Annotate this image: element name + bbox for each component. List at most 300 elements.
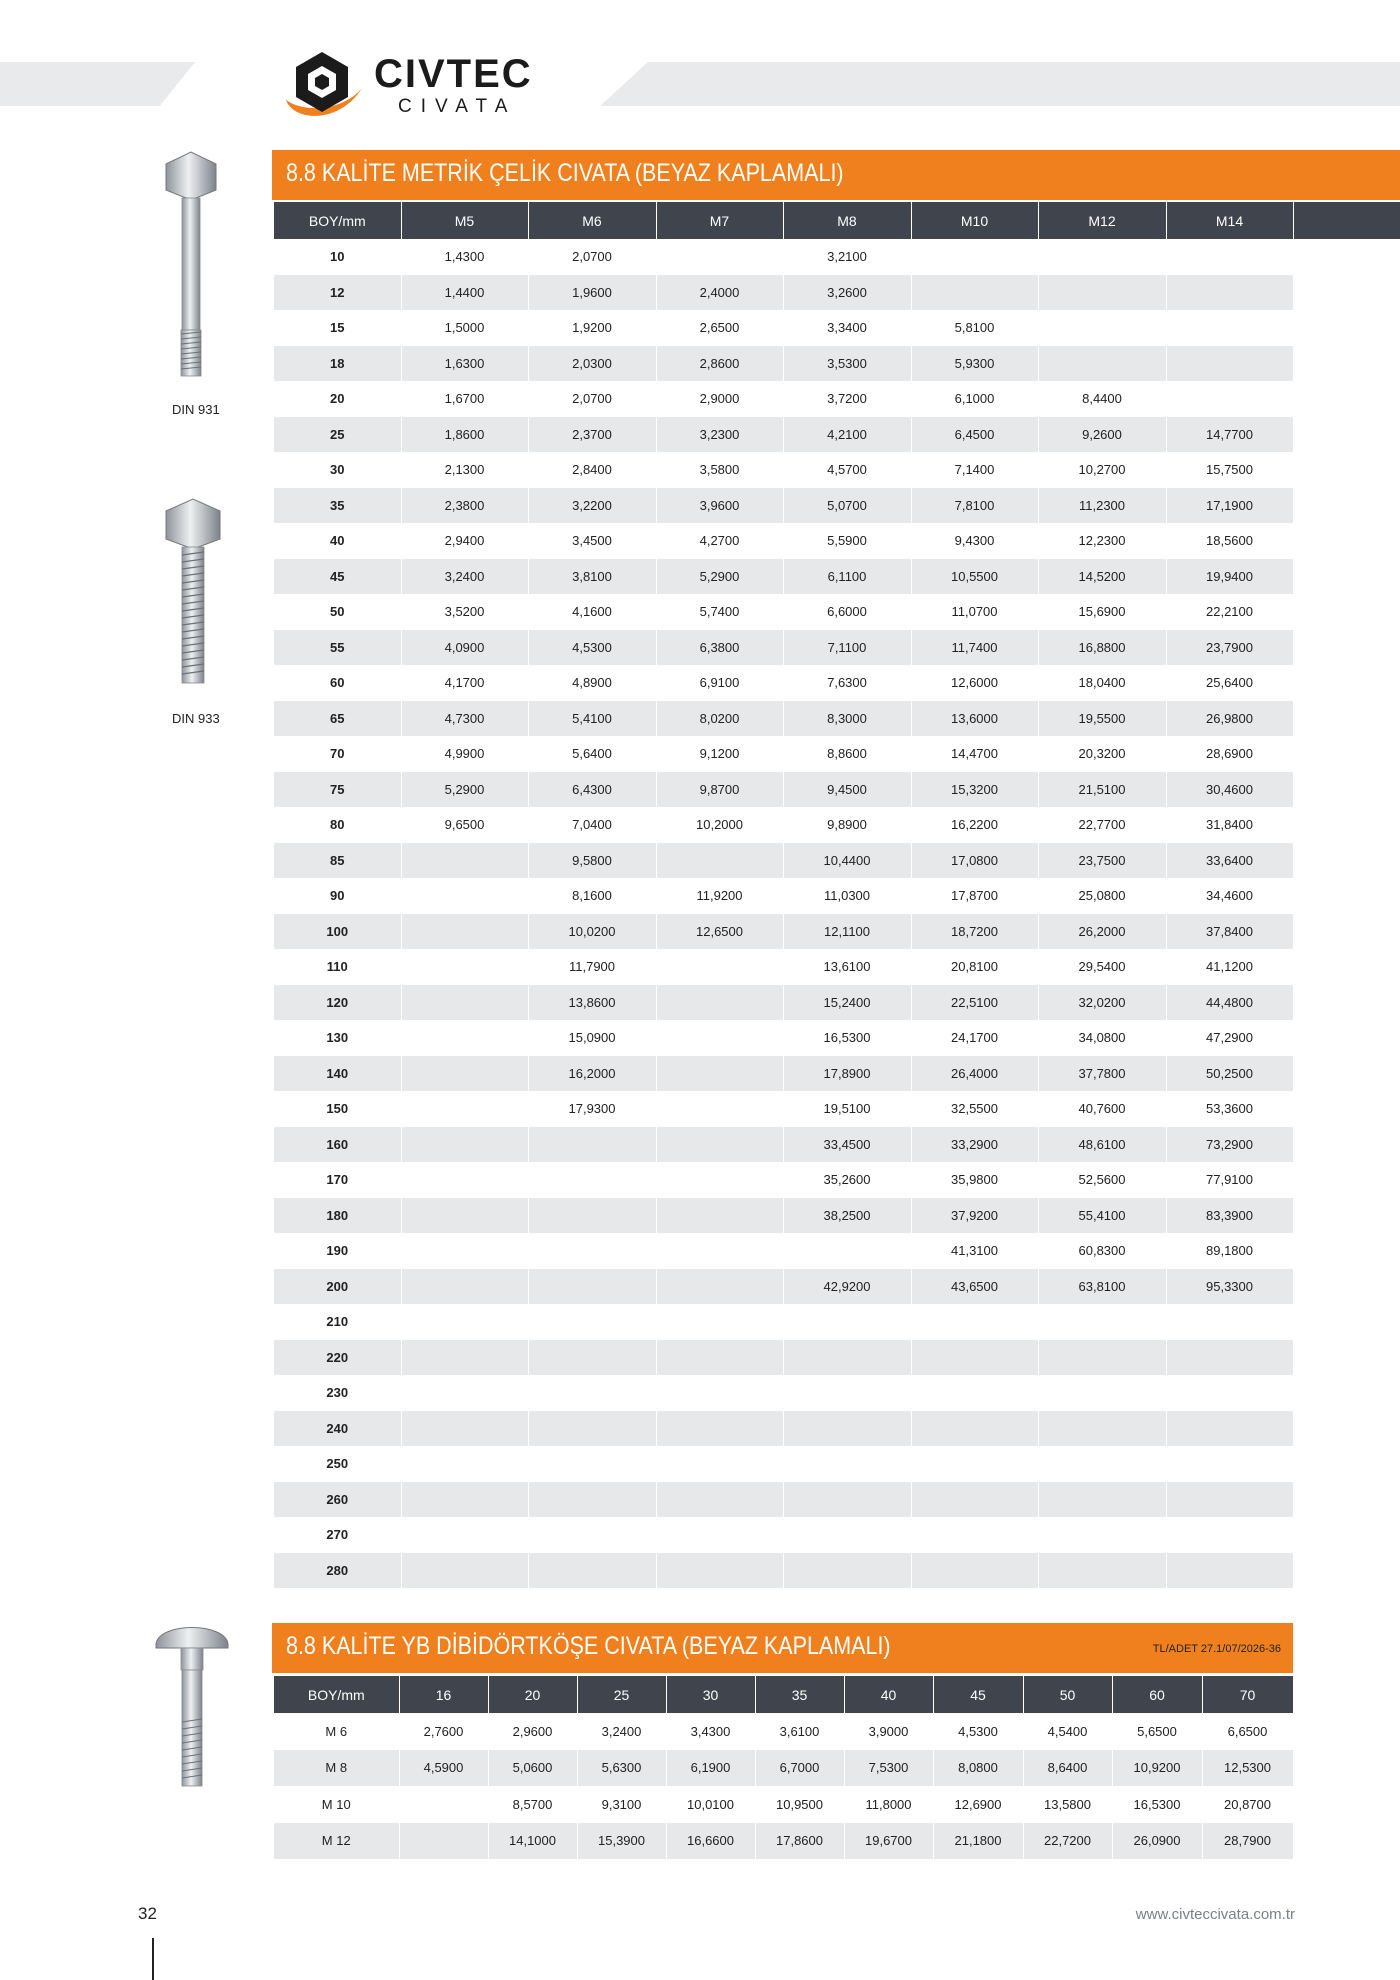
row-label-cell: 100 [274,914,401,950]
price-cell [1038,1304,1166,1340]
row-label-cell: 25 [274,417,401,453]
price-cell: 34,0800 [1038,1020,1166,1056]
price-cell: 22,7200 [1023,1823,1112,1860]
price-cell: 48,6100 [1038,1127,1166,1163]
price-cell: 2,4000 [656,275,783,311]
price-cell: 20,8700 [1202,1786,1293,1823]
price-cell: 3,2200 [528,488,656,524]
column-header: M5 [401,202,528,239]
row-label-cell: 35 [274,488,401,524]
blank-cell [1293,488,1400,524]
price-cell [656,239,783,275]
row-label-cell: 80 [274,807,401,843]
price-cell [528,1375,656,1411]
price-cell [656,1020,783,1056]
price-cell [1166,346,1293,382]
blank-cell [1293,736,1400,772]
column-header: 35 [755,1676,844,1713]
price-cell [528,1269,656,1305]
price-cell: 52,5600 [1038,1162,1166,1198]
price-cell: 3,5200 [401,594,528,630]
price-cell: 15,2400 [783,985,911,1021]
row-label-cell: 180 [274,1198,401,1234]
table1-title: 8.8 KALİTE METRİK ÇELİK CIVATA (BEYAZ KAPLAMALI) [286,159,844,187]
price-cell: 6,1100 [783,559,911,595]
price-cell [1166,381,1293,417]
table1-header-row [274,202,1400,239]
price-cell: 14,5200 [1038,559,1166,595]
table2 [274,1676,1294,1859]
price-cell: 7,1100 [783,630,911,666]
price-cell: 15,7500 [1166,452,1293,488]
price-cell [783,1553,911,1589]
price-cell: 18,0400 [1038,665,1166,701]
price-cell: 25,0800 [1038,878,1166,914]
price-cell: 1,4400 [401,275,528,311]
price-cell [911,1340,1038,1376]
blank-cell [1293,1553,1400,1589]
table-row [274,807,1400,843]
price-cell: 4,5300 [528,630,656,666]
row-label-cell: 110 [274,949,401,985]
price-cell: 16,8800 [1038,630,1166,666]
price-cell: 24,1700 [911,1020,1038,1056]
table-row [274,1823,1293,1860]
price-cell: 11,0300 [783,878,911,914]
table-row [274,1162,1400,1198]
price-cell [528,1517,656,1553]
price-cell: 9,4500 [783,772,911,808]
price-cell: 6,3800 [656,630,783,666]
price-cell: 12,1100 [783,914,911,950]
row-label-cell: 220 [274,1340,401,1376]
blank-cell [1293,417,1400,453]
price-cell: 2,3700 [528,417,656,453]
blank-cell [1293,1091,1400,1127]
price-cell: 7,5300 [844,1750,933,1787]
price-cell [401,985,528,1021]
price-cell: 10,4400 [783,843,911,879]
price-cell [656,843,783,879]
row-label-cell: M 8 [274,1750,399,1787]
table-row [274,1786,1293,1823]
price-cell: 9,2600 [1038,417,1166,453]
price-cell [911,1517,1038,1553]
price-cell: 16,5300 [1112,1786,1202,1823]
price-cell: 8,4400 [1038,381,1166,417]
column-header: M10 [911,202,1038,239]
price-cell: 13,5800 [1023,1786,1112,1823]
blank-cell [1293,1411,1400,1447]
price-cell [656,1411,783,1447]
row-label-cell: 85 [274,843,401,879]
price-cell: 9,4300 [911,523,1038,559]
carriage-bolt-image [153,1618,231,1790]
price-cell: 13,8600 [528,985,656,1021]
price-cell [528,1162,656,1198]
price-cell: 10,0100 [666,1786,755,1823]
price-cell: 2,1300 [401,452,528,488]
blank-cell [1293,1340,1400,1376]
price-cell: 15,3900 [577,1823,666,1860]
price-cell [1166,1446,1293,1482]
price-cell: 6,9100 [656,665,783,701]
table-row [274,949,1400,985]
price-cell [783,1304,911,1340]
table1-banner [272,150,1400,200]
table-row [274,736,1400,772]
brand-sub: CIVATA [398,96,517,117]
column-header: BOY/mm [274,202,401,239]
price-cell [1166,1517,1293,1553]
price-cell: 2,3800 [401,488,528,524]
blank-cell [1293,985,1400,1021]
price-cell: 25,6400 [1166,665,1293,701]
price-cell [528,1340,656,1376]
price-cell: 1,5000 [401,310,528,346]
table-row [274,1304,1400,1340]
price-cell: 6,7000 [755,1750,844,1787]
price-cell: 4,1700 [401,665,528,701]
price-cell: 28,7900 [1202,1823,1293,1860]
price-cell [401,1020,528,1056]
price-cell [528,1198,656,1234]
column-header: 45 [933,1676,1023,1713]
price-cell: 8,0200 [656,701,783,737]
row-label-cell: 260 [274,1482,401,1518]
row-label-cell: 280 [274,1553,401,1589]
price-cell: 11,7400 [911,630,1038,666]
price-cell [656,1162,783,1198]
price-cell [401,1482,528,1518]
price-cell: 19,5100 [783,1091,911,1127]
price-cell [656,1198,783,1234]
price-cell: 4,5900 [399,1750,488,1787]
price-cell: 5,0700 [783,488,911,524]
page-number: 32 [138,1904,157,1923]
price-cell: 40,7600 [1038,1091,1166,1127]
blank-cell [1293,310,1400,346]
row-label-cell: 210 [274,1304,401,1340]
price-cell [401,1091,528,1127]
price-cell [1166,1411,1293,1447]
price-cell: 3,9000 [844,1713,933,1750]
column-header: 30 [666,1676,755,1713]
logo-hex-icon [280,48,364,122]
price-cell: 1,9200 [528,310,656,346]
price-cell: 10,2000 [656,807,783,843]
price-cell: 3,9600 [656,488,783,524]
price-cell [1166,1340,1293,1376]
table-row [274,488,1400,524]
price-cell: 26,2000 [1038,914,1166,950]
column-header: 70 [1202,1676,1293,1713]
price-cell: 1,9600 [528,275,656,311]
price-cell: 83,3900 [1166,1198,1293,1234]
table-row [274,1340,1400,1376]
brand-logo [280,48,560,122]
price-cell: 15,0900 [528,1020,656,1056]
price-cell: 12,6500 [656,914,783,950]
price-cell [656,1517,783,1553]
price-cell [656,1233,783,1269]
blank-cell [1293,1020,1400,1056]
price-cell [656,1269,783,1305]
table-row [274,1482,1400,1518]
page-divider [152,1938,154,1980]
price-cell: 16,5300 [783,1020,911,1056]
price-cell: 43,6500 [911,1269,1038,1305]
price-cell: 7,8100 [911,488,1038,524]
price-cell: 5,0600 [488,1750,577,1787]
price-cell: 17,9300 [528,1091,656,1127]
price-cell: 12,5300 [1202,1750,1293,1787]
blank-cell [1293,275,1400,311]
price-cell [401,1198,528,1234]
price-cell: 15,3200 [911,772,1038,808]
din933-bolt-image [158,497,228,687]
price-cell: 17,8600 [755,1823,844,1860]
price-cell [528,1127,656,1163]
table-row [274,985,1400,1021]
price-cell [1166,1553,1293,1589]
price-cell: 5,2900 [401,772,528,808]
blank-cell [1293,878,1400,914]
price-cell [1166,239,1293,275]
price-cell: 44,4800 [1166,985,1293,1021]
column-header: 16 [399,1676,488,1713]
blank-cell [1293,1198,1400,1234]
column-header: M8 [783,202,911,239]
price-cell [656,985,783,1021]
price-cell: 5,6400 [528,736,656,772]
website-url: www.civteccivata.com.tr [1135,1906,1295,1923]
price-cell: 14,4700 [911,736,1038,772]
price-cell: 8,1600 [528,878,656,914]
row-label-cell: M 10 [274,1786,399,1823]
column-header: 40 [844,1676,933,1713]
table-row [274,1056,1400,1092]
price-cell: 5,9300 [911,346,1038,382]
price-cell [1038,1446,1166,1482]
row-label-cell: 250 [274,1446,401,1482]
price-cell: 3,4500 [528,523,656,559]
price-cell [528,1411,656,1447]
price-cell: 6,6000 [783,594,911,630]
price-cell: 1,4300 [401,239,528,275]
price-cell [401,1304,528,1340]
row-label-cell: 12 [274,275,401,311]
price-cell: 13,6100 [783,949,911,985]
table-row [274,310,1400,346]
price-cell: 18,5600 [1166,523,1293,559]
price-cell: 35,2600 [783,1162,911,1198]
price-cell: 19,9400 [1166,559,1293,595]
price-cell [401,1269,528,1305]
price-cell [783,1482,911,1518]
price-cell: 3,3400 [783,310,911,346]
price-cell [528,1482,656,1518]
row-label-cell: 160 [274,1127,401,1163]
price-cell: 77,9100 [1166,1162,1293,1198]
row-label-cell: 130 [274,1020,401,1056]
price-cell: 14,7700 [1166,417,1293,453]
price-cell: 17,0800 [911,843,1038,879]
price-cell: 5,4100 [528,701,656,737]
row-label-cell: 50 [274,594,401,630]
row-label-cell: 15 [274,310,401,346]
table-row [274,452,1400,488]
price-cell: 7,1400 [911,452,1038,488]
price-cell: 16,6600 [666,1823,755,1860]
price-cell [1166,310,1293,346]
price-cell [1038,310,1166,346]
price-cell [656,1553,783,1589]
price-cell: 2,0300 [528,346,656,382]
price-cell [656,1304,783,1340]
price-cell: 10,5500 [911,559,1038,595]
table-row [274,1375,1400,1411]
row-label-cell: 40 [274,523,401,559]
table-row [274,1553,1400,1589]
table-row [274,381,1400,417]
blank-cell [1293,1304,1400,1340]
price-cell [1038,239,1166,275]
table-row [274,1411,1400,1447]
price-cell: 8,3000 [783,701,911,737]
price-cell: 4,5400 [1023,1713,1112,1750]
row-label-cell: 30 [274,452,401,488]
row-label-cell: 65 [274,701,401,737]
price-cell [783,1411,911,1447]
row-label-cell: 190 [274,1233,401,1269]
price-cell: 3,7200 [783,381,911,417]
blank-cell [1293,665,1400,701]
price-cell: 3,5300 [783,346,911,382]
row-label-cell: 170 [274,1162,401,1198]
price-cell [399,1786,488,1823]
price-cell [528,1233,656,1269]
price-cell: 11,9200 [656,878,783,914]
price-cell [401,1553,528,1589]
price-cell: 31,8400 [1166,807,1293,843]
table-row [274,1713,1293,1750]
price-cell: 16,2000 [528,1056,656,1092]
row-label-cell: M 12 [274,1823,399,1860]
price-cell [656,1482,783,1518]
column-header: BOY/mm [274,1676,399,1713]
price-cell [1166,275,1293,311]
price-cell: 2,6500 [656,310,783,346]
table-row [274,1269,1400,1305]
table-row [274,843,1400,879]
price-cell: 14,1000 [488,1823,577,1860]
table-row [274,239,1400,275]
blank-cell [1293,807,1400,843]
price-cell [401,843,528,879]
price-cell: 12,6900 [933,1786,1023,1823]
price-cell: 4,1600 [528,594,656,630]
price-cell [528,1446,656,1482]
price-cell: 4,2700 [656,523,783,559]
table-row [274,523,1400,559]
price-cell: 37,9200 [911,1198,1038,1234]
price-cell: 17,8900 [783,1056,911,1092]
price-cell: 4,2100 [783,417,911,453]
blank-cell [1293,559,1400,595]
row-label-cell: 200 [274,1269,401,1305]
price-cell: 11,8000 [844,1786,933,1823]
price-cell: 38,2500 [783,1198,911,1234]
price-cell [1038,1482,1166,1518]
blank-cell [1293,1056,1400,1092]
price-cell [528,1553,656,1589]
price-cell: 12,6000 [911,665,1038,701]
blank-cell [1293,523,1400,559]
price-cell [656,1375,783,1411]
column-header: 60 [1112,1676,1202,1713]
price-cell: 3,5800 [656,452,783,488]
din933-caption: DIN 933 [172,711,220,726]
din931-caption: DIN 931 [172,402,220,417]
table-row [274,1517,1400,1553]
price-cell: 33,4500 [783,1127,911,1163]
price-cell: 7,6300 [783,665,911,701]
blank-cell [1293,1375,1400,1411]
price-cell: 1,6700 [401,381,528,417]
price-cell: 42,9200 [783,1269,911,1305]
price-cell: 28,6900 [1166,736,1293,772]
column-header: 50 [1023,1676,1112,1713]
price-cell: 35,9800 [911,1162,1038,1198]
price-cell [401,1056,528,1092]
table-row [274,914,1400,950]
row-label-cell: 75 [274,772,401,808]
price-cell: 37,8400 [1166,914,1293,950]
price-cell [656,1127,783,1163]
table-row [274,630,1400,666]
price-cell: 5,2900 [656,559,783,595]
price-cell: 9,1200 [656,736,783,772]
price-cell: 8,6400 [1023,1750,1112,1787]
row-label-cell: 10 [274,239,401,275]
table-row [274,1446,1400,1482]
price-cell: 22,7700 [1038,807,1166,843]
price-cell [911,1411,1038,1447]
price-cell: 22,5100 [911,985,1038,1021]
price-cell: 3,8100 [528,559,656,595]
price-cell: 9,3100 [577,1786,666,1823]
price-cell [656,1091,783,1127]
price-cell [911,1482,1038,1518]
price-cell: 2,9600 [488,1713,577,1750]
blank-cell [1293,594,1400,630]
price-cell: 3,2100 [783,239,911,275]
row-label-cell: 70 [274,736,401,772]
price-cell: 89,1800 [1166,1233,1293,1269]
price-cell: 16,2200 [911,807,1038,843]
price-cell [1038,275,1166,311]
price-cell [911,1553,1038,1589]
price-cell: 1,8600 [401,417,528,453]
price-cell [1038,346,1166,382]
blank-cell [1293,239,1400,275]
price-cell: 1,6300 [401,346,528,382]
price-cell: 4,5300 [933,1713,1023,1750]
price-cell: 17,8700 [911,878,1038,914]
row-label-cell: 20 [274,381,401,417]
table-row [274,1127,1400,1163]
